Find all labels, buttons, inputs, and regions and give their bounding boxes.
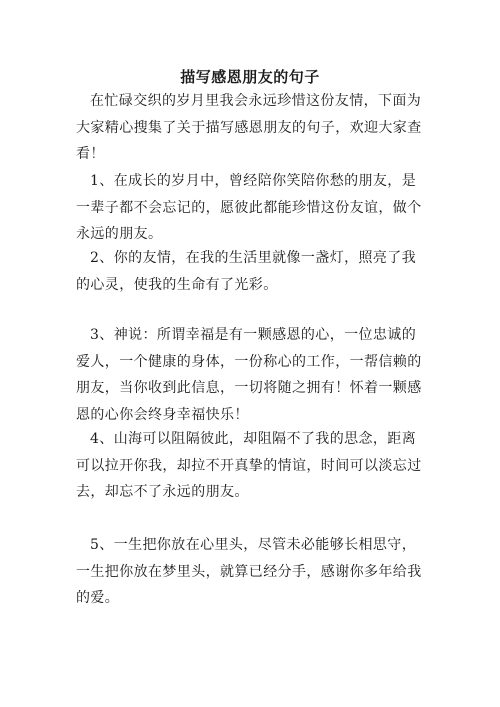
paragraph-5: 5、一生把你放在心里头，尽管未必能够长相思守，一生把你放在梦里头，就算已经分手，感谢你多年给我的爱。 xyxy=(76,537,422,606)
paragraph-4: 4、山海可以阻隔彼此，却阻隔不了我的思念，距离可以拉开你我，却拉不开真挚的情谊，时间可以淡忘过去，却忘不了永远的朋友。 xyxy=(76,431,422,500)
paragraph-3: 3、神说：所谓幸福是有一颗感恩的心，一位忠诚的爱人，一个健康的身体，一份称心的工作，一帮信赖的朋友，当你收到此信息，一切将随之拥有！怀着一颗感恩的心你会终身幸福快乐！ xyxy=(76,327,422,423)
document-title: 描写感恩朋友的句子 xyxy=(180,68,320,86)
paragraph-1: 1、在成长的岁月中，曾经陪你笑陪你愁的朋友，是一辈子都不会忘记的，愿彼此都能珍惜这份友谊，做个永远的朋友。 xyxy=(76,173,422,242)
paragraph-2: 2、你的友情，在我的生活里就像一盏灯，照亮了我的心灵，使我的生命有了光彩。 xyxy=(76,250,417,293)
intro-paragraph: 在忙碌交织的岁月里我会永远珍惜这份友情，下面为大家精心搜集了关于描写感恩朋友的句子，欢迎大家查看！ xyxy=(76,93,422,162)
